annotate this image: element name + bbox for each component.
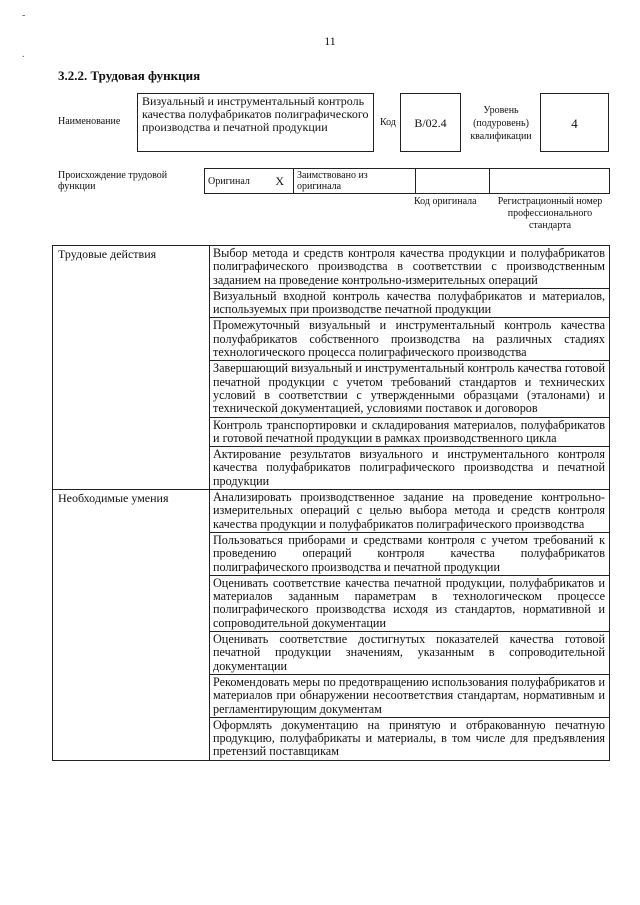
list-item: Выбор метода и средств контроля качества продукции и полуфабрикатов полиграфического производства в соответствии с производственным заданием на проведение контрольно-измерительных операций [210,246,610,289]
code-value-box: B/02.4 [400,93,461,152]
origin-table [204,168,610,194]
name-label: Наименование [58,116,121,127]
code-original-cell [415,169,490,194]
scan-mark: . [22,49,25,60]
list-item: Контроль транспортировки и складирования материалов, полуфабрикатов и готовой печатной продукции в рамках производственного цикла [210,417,610,447]
code-original-caption: Код оригинала [414,196,477,207]
list-item: Промежуточный визуальный и инструментальный контроль качества полуфабрикатов собственного производства на различных стадиях технологического процесса полиграфического производства [210,318,610,361]
list-item: Оценивать соответствие качества печатной продукции, полуфабрикатов и материалов заданным параметрам в технологическом процессе полиграфического производства исходя из стандартов, нормативной и сопроводительной документации [210,575,610,631]
original-mark: X [266,169,293,194]
list-item: Оформлять документацию на принятую и отбракованную печатную продукцию, полуфабрикаты и материалы, в том числе для предъявления претензий поставщикам [210,717,610,760]
scan-mark: - [22,10,26,21]
code-label: Код [380,117,396,128]
reg-number-cell [490,169,610,194]
origin-label: Происхождение трудовой функции [58,170,168,192]
section-title-cell: Трудовые действия [53,246,210,490]
list-item: Рекомендовать меры по предотвращению использования полуфабрикатов и материалов при обнаружении несоответствия стандартам, нормативным и регламентирующим документам [210,674,610,717]
function-name-box: Визуальный и инструментальный контроль качества полуфабрикатов полиграфического производства и печатной продукции [137,93,374,152]
original-label: Оригинал [205,169,267,194]
list-item: Пользоваться приборами и средствами контроля с учетом требований к проведению операций контроля качества полуфабрикатов полиграфического производства и печатной продукции [210,532,610,575]
level-label: Уровень (подуровень) квалификации [470,105,532,142]
list-item: Завершающий визуальный и инструментальный контроль качества готовой печатной продукции с учетом требований стандартов и технических условий в соответствии с утвержденными образцами (эталонами) и технической документацией, условиями поставок и договоров [210,361,610,417]
table-row [53,490,610,533]
section-title-cell: Необходимые умения [53,490,210,761]
list-item: Анализировать производственное задание на проведение контрольно-измерительных операций с целью выбора метода и средств контроля качества продукции и полуфабрикатов полиграфического производства [210,490,610,533]
level-value-box: 4 [540,93,609,152]
section-title: 3.2.2. Трудовая функция [58,68,201,83]
list-item: Актирование результатов визуального и инструментального контроля качества полуфабрикатов полиграфического производства и печатной продукции [210,447,610,490]
reg-number-caption: Регистрационный номер профессионального стандарта [497,196,603,231]
borrowed-label: Заимствовано из оригинала [293,169,415,194]
page-number: 11 [324,34,336,48]
list-item: Визуальный входной контроль качества полуфабрикатов и материалов, используемых при производстве печатной продукции [210,288,610,318]
table-row [53,246,610,289]
functions-table [52,245,610,761]
list-item: Оценивать соответствие достигнутых показателей качества готовой печатной продукции значениям, указанным в сопроводительной документации [210,632,610,675]
